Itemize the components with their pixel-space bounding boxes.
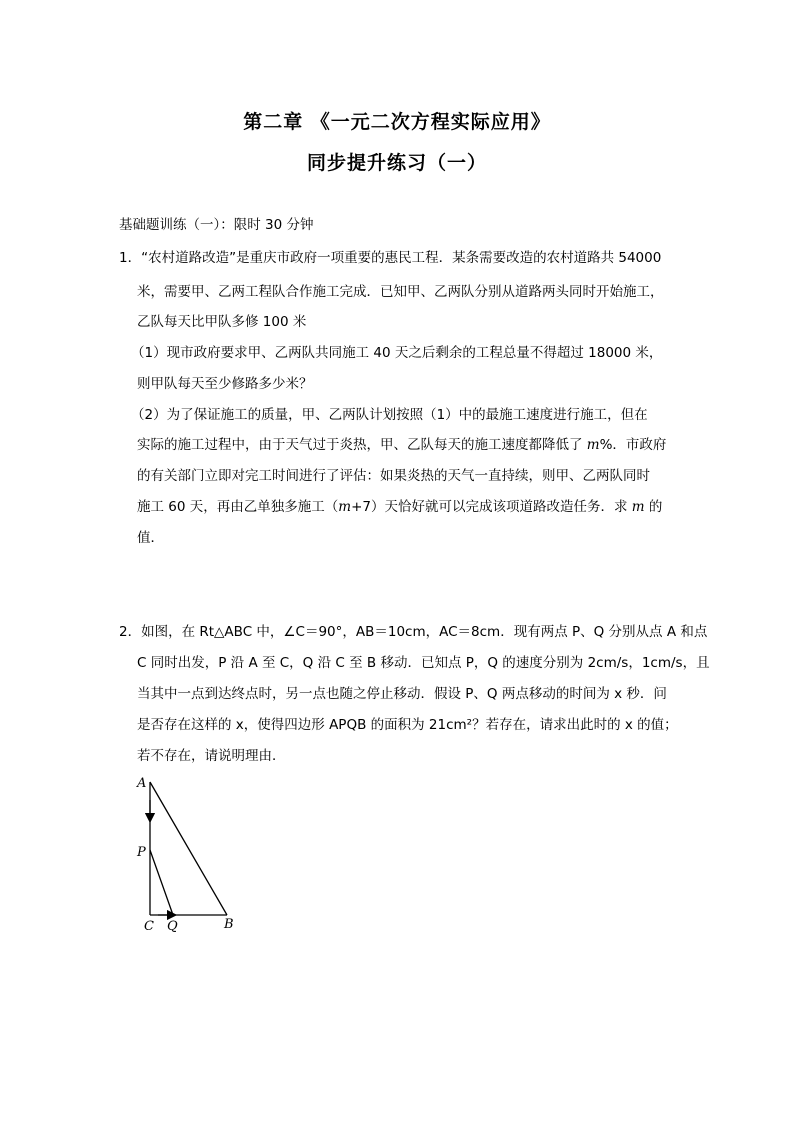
problem1-q2-line4: [137, 497, 662, 517]
label-a: A: [137, 776, 147, 791]
section-label: 基础题训练（一）：限时 30 分钟: [119, 217, 314, 233]
problem2-line4: 是否存在这样的 x，使得四边形 APQB 的面积为 21cm²？若存在，请求出此时的 x 的值；: [137, 717, 678, 733]
text-part: +7）天恰好就可以完成该项道路改造任务．求: [351, 499, 632, 515]
side-ab: [150, 782, 227, 915]
label-q: Q: [167, 919, 178, 934]
variable-m: m: [586, 437, 600, 453]
problem2-line5: 若不存在，请说明理由．: [137, 748, 286, 764]
text-part: %．市政府: [599, 437, 667, 453]
problem1-q2-line1: （2）为了保证施工的质量，甲、乙两队计划按照（1）中的最施工速度进行施工，但在: [131, 407, 648, 423]
problem1-q1-line1: （1）现市政府要求甲、乙两队共同施工 40 天之后剩余的工程总量不得超过 18000 米，: [131, 345, 663, 361]
problem1-q1-line2: 则甲队每天至少修路多少米？: [137, 376, 313, 392]
variable-m: m: [631, 499, 645, 515]
problem1-q2-line5: 值．: [137, 530, 164, 546]
label-p: P: [137, 845, 146, 860]
problem2-line2: C 同时出发，P 沿 A 至 C，Q 沿 C 至 B 移动．已知点 P，Q 的速度分别为 2cm/s，1cm/s，且: [137, 655, 710, 671]
problem1-line3: 乙队每天比甲队多修 100 米: [137, 314, 307, 330]
problem1-line1: 1．“农村道路改造”是重庆市政府一项重要的惠民工程．某条需要改造的农村道路共 54000: [119, 250, 662, 266]
problem2-line1: 2．如图，在 Rt△ABC 中，∠C＝90°，AB＝10cm，AC＝8cm．现有两点 P、Q 分别从点 A 和点: [119, 624, 708, 640]
problem1-q2-line3: 的有关部门立即对完工时间进行了评估：如果炎热的天气一直持续，则甲、乙两队同时: [137, 468, 650, 484]
label-c: C: [144, 919, 154, 934]
text-part: 实际的施工过程中，由于天气过于炎热，甲、乙队每天的施工速度都降低了: [137, 437, 587, 453]
triangle-figure: [130, 770, 250, 940]
problem2-line3: 当其中一点到达终点时，另一点也随之停止移动．假设 P、Q 两点移动的时间为 x 秒．问: [137, 686, 667, 702]
page-subtitle: 同步提升练习（一）: [306, 152, 487, 174]
page-title: 第二章 《一元二次方程实际应用》: [243, 111, 551, 133]
problem1-line2: 米，需要甲、乙两工程队合作施工完成．已知甲、乙两队分别从道路两头同时开始施工，: [137, 284, 664, 300]
text-part: 的: [644, 499, 663, 515]
variable-m: m: [338, 499, 352, 515]
text-part: 施工 60 天，再由乙单独多施工（: [137, 499, 339, 515]
segment-pq: [150, 850, 173, 915]
problem1-q2-line2: [137, 435, 666, 455]
label-b: B: [224, 917, 234, 932]
